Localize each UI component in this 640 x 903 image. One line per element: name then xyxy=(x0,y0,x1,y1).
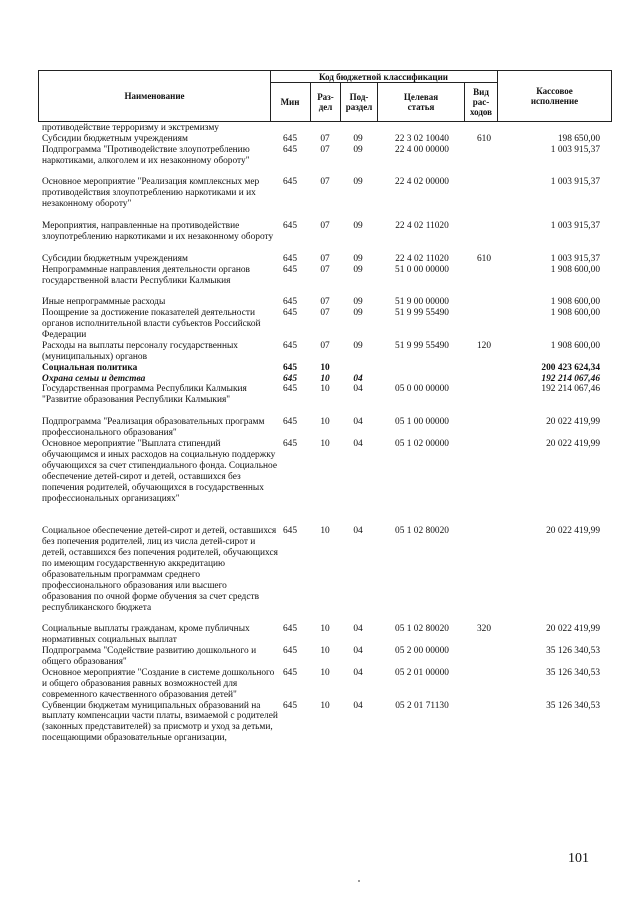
row-name: Социальное обеспечение детей-сирот и детей, оставшихся без попечения родителей, лиц из числа детей-сирот и детей, оставшихся без попечения родителей, обучающихся по имеющим государственную аккредитацию образовательным программам среднего профессионального образования или высшего образования по очной форме обучения за счет средств республиканского бюджета xyxy=(42,526,278,613)
table-row xyxy=(38,363,612,374)
row-vid: 320 xyxy=(476,624,492,635)
row-name: Поощрение за достижение показателей деятельности органов исполнительной власти субъектов Российской Федерации xyxy=(42,308,261,341)
row-celevaya: 05 1 02 00000 xyxy=(395,438,449,449)
table-row xyxy=(38,374,612,385)
row-celevaya: 05 1 02 80020 xyxy=(395,624,449,635)
row-name: Субсидии бюджетным учреждениям xyxy=(42,253,188,264)
page-number: 101 xyxy=(568,851,589,866)
row-name: Подпрограмма "Реализация образовательных программ профессионального образования" xyxy=(42,417,265,439)
row-podrazdel: 09 xyxy=(353,221,363,232)
header-min: Мин xyxy=(280,97,300,107)
row-name: Государственная программа Республики Калмыкия "Развитие образования Республики Калмыкия" xyxy=(42,384,247,406)
row-razdel: 07 xyxy=(320,297,330,308)
row-amount: 1 003 915,37 xyxy=(550,177,600,188)
row-min: 645 xyxy=(282,362,298,373)
row-min: 645 xyxy=(282,373,298,384)
row-name: Субвенции бюджетам муниципальных образований на выплату компенсации части платы, взимаемой с родителей (законных представителей) за присмотр и уход за детьми, посещающими образовательные организации, xyxy=(42,700,278,744)
header-name: Наименование xyxy=(124,91,185,101)
header-podrazdel: Под- раздел xyxy=(345,92,373,112)
row-razdel: 10 xyxy=(320,526,330,537)
row-amount: 35 126 340,53 xyxy=(546,646,600,657)
table-row xyxy=(38,123,612,134)
table-row xyxy=(38,177,612,221)
row-celevaya: 22 4 02 11020 xyxy=(395,221,449,232)
row-razdel: 07 xyxy=(320,177,330,188)
row-razdel: 07 xyxy=(320,221,330,232)
table-row xyxy=(38,646,612,668)
table-header xyxy=(38,70,612,122)
row-razdel: 07 xyxy=(320,308,330,319)
row-name: Расходы на выплаты персоналу государственных (муниципальных) органов xyxy=(42,340,238,362)
row-name: Социальная политика xyxy=(42,362,138,373)
row-min: 645 xyxy=(282,700,298,711)
table-row xyxy=(38,668,612,701)
row-min: 645 xyxy=(282,624,298,635)
row-min: 645 xyxy=(282,417,298,428)
row-podrazdel: 04 xyxy=(353,624,363,635)
row-podrazdel: 09 xyxy=(353,308,363,319)
row-celevaya: 05 1 02 80020 xyxy=(395,526,449,537)
row-podrazdel: 09 xyxy=(353,133,363,144)
table-body xyxy=(38,123,612,755)
row-podrazdel: 04 xyxy=(353,438,363,449)
row-name: Охрана семьи и детства xyxy=(42,373,146,384)
table-row xyxy=(38,221,612,254)
row-min: 645 xyxy=(282,144,298,155)
row-vid: 610 xyxy=(476,253,492,264)
table-row xyxy=(38,384,612,417)
row-podrazdel: 04 xyxy=(353,417,363,428)
row-name: Подпрограмма "Противодействие злоупотреблению наркотиками, алкоголем и их незаконному обороту" xyxy=(42,144,250,166)
header-celevaya: Целевая статья xyxy=(403,92,439,112)
row-razdel: 10 xyxy=(320,438,330,449)
row-razdel: 07 xyxy=(320,253,330,264)
scan-speck xyxy=(358,880,360,882)
table-row xyxy=(38,701,612,756)
row-amount: 200 423 624,34 xyxy=(541,362,600,373)
table-row xyxy=(38,526,612,624)
row-name: Мероприятия, направленные на противодействие злоупотреблению наркотиками и их незаконному обороту xyxy=(42,221,274,242)
table-row xyxy=(38,341,612,363)
header-kass: Кассовое исполнение xyxy=(530,86,579,106)
row-razdel: 10 xyxy=(320,373,330,384)
row-podrazdel: 04 xyxy=(353,526,363,537)
row-podrazdel: 09 xyxy=(353,297,363,308)
row-podrazdel: 09 xyxy=(353,144,363,155)
row-razdel: 10 xyxy=(320,667,330,678)
row-podrazdel: 04 xyxy=(353,384,363,395)
row-celevaya: 51 0 00 00000 xyxy=(395,264,449,275)
row-amount: 35 126 340,53 xyxy=(546,667,600,678)
header-vid: Вид рас- ходов xyxy=(469,87,493,117)
row-celevaya: 05 2 01 00000 xyxy=(395,667,449,678)
row-razdel: 10 xyxy=(320,624,330,635)
row-amount: 20 022 419,99 xyxy=(546,438,600,449)
row-min: 645 xyxy=(282,340,298,351)
table-row xyxy=(38,134,612,145)
row-podrazdel: 04 xyxy=(353,700,363,711)
table-row xyxy=(38,624,612,646)
row-amount: 192 214 067,46 xyxy=(541,373,600,384)
row-celevaya: 22 3 02 10040 xyxy=(395,133,449,144)
row-celevaya: 05 2 00 00000 xyxy=(395,646,449,657)
row-min: 645 xyxy=(282,297,298,308)
row-name: Иные непрограммные расходы xyxy=(42,297,166,308)
row-min: 645 xyxy=(282,384,298,395)
row-name: Основное мероприятие "Выплата стипендий обучающимся и иных расходов на социальную поддержку обучающихся за счет стипендиального фонда. Социальное обеспечение детей-сирот и детей, оставшихся без попечения родителей, обучающихся в государственных профессиональных организациях" xyxy=(42,438,277,504)
row-razdel: 10 xyxy=(320,384,330,395)
row-razdel: 10 xyxy=(320,362,330,373)
row-vid: 120 xyxy=(476,340,492,351)
table-row xyxy=(38,265,612,298)
row-podrazdel: 04 xyxy=(353,373,363,384)
row-celevaya: 05 0 00 00000 xyxy=(395,384,449,395)
row-name: Основное мероприятие "Реализация комплексных мер противодействия злоупотреблению наркотиками и их незаконному обороту" xyxy=(42,177,260,210)
row-razdel: 07 xyxy=(320,340,330,351)
row-amount: 198 650,00 xyxy=(557,133,600,144)
row-celevaya: 51 9 99 55490 xyxy=(395,340,449,351)
row-celevaya: 22 4 02 00000 xyxy=(395,177,449,188)
row-min: 645 xyxy=(282,133,298,144)
row-name: Социальные выплаты гражданам, кроме публичных нормативных социальных выплат xyxy=(42,624,250,646)
row-name: Субсидии бюджетным учреждениям xyxy=(42,133,188,144)
row-amount: 35 126 340,53 xyxy=(546,700,600,711)
row-min: 645 xyxy=(282,667,298,678)
row-vid: 610 xyxy=(476,133,492,144)
header-razdel: Раз- дел xyxy=(317,92,334,112)
row-min: 645 xyxy=(282,526,298,537)
row-celevaya: 05 1 00 00000 xyxy=(395,417,449,428)
row-celevaya: 22 4 02 11020 xyxy=(395,253,449,264)
row-min: 645 xyxy=(282,177,298,188)
row-amount: 20 022 419,99 xyxy=(546,624,600,635)
row-amount: 20 022 419,99 xyxy=(546,526,600,537)
row-min: 645 xyxy=(282,264,298,275)
header-budget-code-group: Код бюджетной классификации xyxy=(319,71,448,82)
row-name: Непрограммные направления деятельности органов государственной власти Республики Калмыкия xyxy=(42,264,250,286)
row-amount: 1 908 600,00 xyxy=(550,340,600,351)
table-row xyxy=(38,439,612,526)
row-amount: 1 908 600,00 xyxy=(550,308,600,319)
table-row xyxy=(38,308,612,341)
row-amount: 192 214 067,46 xyxy=(541,384,600,395)
row-amount: 1 908 600,00 xyxy=(550,297,600,308)
row-celevaya: 51 9 00 00000 xyxy=(395,297,449,308)
row-name: противодействие терроризму и экстремизму xyxy=(42,123,219,133)
row-name: Подпрограмма "Содействие развитию дошкольного и общего образования" xyxy=(42,646,257,667)
row-name: Основное мероприятие "Создание в системе дошкольного и общего образования равных возможностей для современного качественного образования детей" xyxy=(42,667,275,700)
row-amount: 1 003 915,37 xyxy=(550,221,600,232)
row-amount: 1 003 915,37 xyxy=(550,144,600,155)
row-razdel: 07 xyxy=(320,133,330,144)
row-podrazdel: 09 xyxy=(353,340,363,351)
row-razdel: 10 xyxy=(320,646,330,657)
row-podrazdel: 04 xyxy=(353,667,363,678)
row-razdel: 10 xyxy=(320,417,330,428)
row-razdel: 10 xyxy=(320,700,330,711)
row-podrazdel: 04 xyxy=(353,646,363,657)
table-row xyxy=(38,145,612,178)
row-min: 645 xyxy=(282,221,298,232)
row-min: 645 xyxy=(282,438,298,449)
row-celevaya: 05 2 01 71130 xyxy=(395,700,449,711)
table-row xyxy=(38,297,612,308)
row-podrazdel: 09 xyxy=(353,264,363,275)
row-min: 645 xyxy=(282,308,298,319)
row-amount: 20 022 419,99 xyxy=(546,417,600,428)
row-podrazdel: 09 xyxy=(353,177,363,188)
row-min: 645 xyxy=(282,253,298,264)
row-razdel: 07 xyxy=(320,264,330,275)
row-amount: 1 908 600,00 xyxy=(550,264,600,275)
row-celevaya: 51 9 99 55490 xyxy=(395,308,449,319)
row-podrazdel: 09 xyxy=(353,253,363,264)
table-row xyxy=(38,417,612,439)
row-razdel: 07 xyxy=(320,144,330,155)
row-min: 645 xyxy=(282,646,298,657)
row-amount: 1 003 915,37 xyxy=(550,253,600,264)
row-celevaya: 22 4 00 00000 xyxy=(395,144,449,155)
table-row xyxy=(38,254,612,265)
